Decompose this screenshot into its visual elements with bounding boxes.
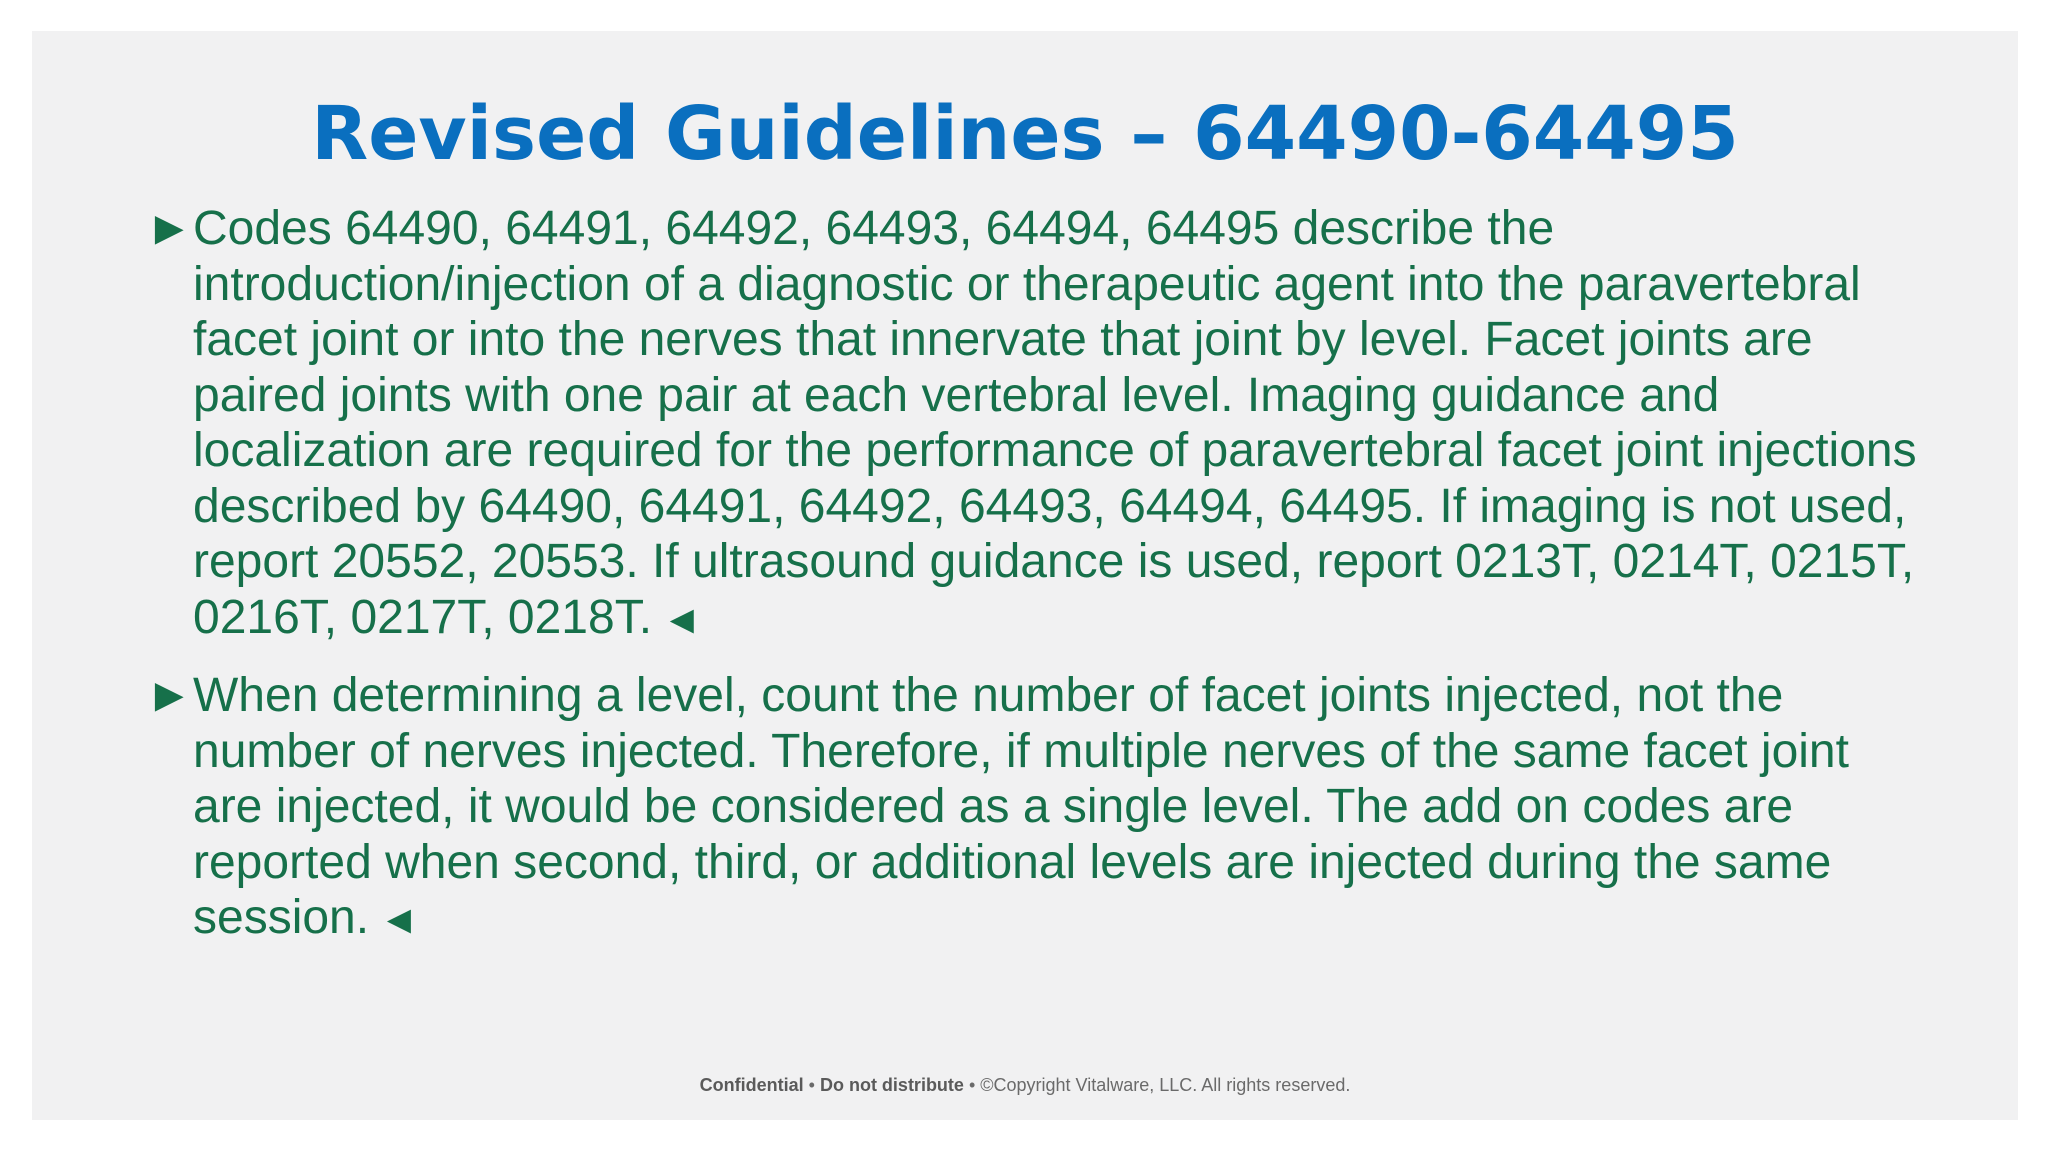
end-marker-icon: ◄	[379, 898, 419, 942]
bullet-text: When determining a level, count the number of facet joints injected, not the number of nerves injected. Therefore, if multiple nerves of the same facet joint are injected, it would be considered as a single level. The add on codes are reported when second, third, or additional levels are injected during the same session.	[193, 669, 1849, 944]
bullet-marker-icon: ►	[145, 669, 193, 722]
bullet-item-codes	[145, 201, 1929, 648]
footer-confidential: Confidential	[699, 1075, 804, 1095]
footer-separator: •	[963, 1075, 981, 1095]
slide-content	[145, 201, 1929, 969]
slide	[32, 31, 2018, 1120]
footer-copyright: ©Copyright Vitalware, LLC. All rights reserved.	[980, 1075, 1351, 1095]
footer	[32, 1075, 2018, 1096]
bullet-marker-icon: ►	[145, 202, 193, 255]
footer-do-not-distribute: Do not distribute	[819, 1075, 964, 1095]
bullet-text: Codes 64490, 64491, 64492, 64493, 64494, 64495 describe the introduction/injection of a diagnostic or therapeutic agent into the paravertebral facet joint or into the nerves that innervate that joint by level. Facet joints are paired joints with one pair at each vertebral level. Imaging guidance and localization are required for the performance of paravertebral facet joint injections described by 64490, 64491, 64492, 64493, 64494, 64495. If imaging is not used, report 20552, 20553. If ultrasound guidance is used, report 0213T, 0214T, 0215T, 0216T, 0217T, 0218T.	[193, 202, 1917, 644]
slide-title: Revised Guidelines – 64490-64495	[311, 91, 1739, 177]
bullet-item-level	[145, 668, 1929, 949]
footer-separator: •	[803, 1075, 820, 1095]
end-marker-icon: ◄	[662, 597, 702, 642]
